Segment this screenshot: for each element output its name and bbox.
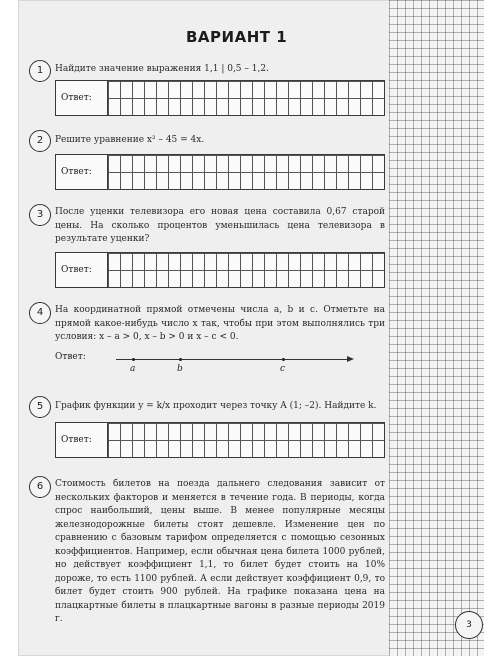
answer-label: Ответ: [59,155,108,189]
answer-box[interactable] [55,422,385,458]
task-text: Найдите значение выражения 1,1 | 0,5 – 1,2. [55,64,269,74]
task-number: 1 [29,60,51,82]
number-line[interactable] [116,359,348,360]
numberline-answer-label: Ответ: [55,352,86,362]
task-text: График функции y = k/x проходит через точку A (1; –2). Найдите k. [55,401,377,411]
grid-margin [389,0,484,656]
answer-label: Ответ: [59,81,108,115]
point-b-marker [179,358,182,361]
answer-cells[interactable] [108,253,384,287]
point-c-marker [282,358,285,361]
answer-cells[interactable] [108,81,384,115]
answer-box[interactable] [55,154,385,190]
answer-cells[interactable] [108,423,384,457]
answer-box[interactable] [55,252,385,288]
answer-label: Ответ: [59,423,108,457]
page-title: ВАРИАНТ 1 [186,28,288,46]
task-text: После уценки телевизора его новая цена составила 0,67 старой цены. На сколько процентов уменьшилась цена телевизора в результате уценки? [55,207,385,244]
point-c-label: c [280,364,286,374]
answer-cells[interactable] [108,155,384,189]
task-number: 3 [29,204,51,226]
answer-label: Ответ: [59,253,108,287]
page-number: 3 [455,611,483,639]
answer-box[interactable] [55,80,385,116]
point-b-label: b [177,364,183,374]
task-text: Решите уравнение x² – 45 = 4x. [55,135,205,145]
task-text: Стоимость билетов на поезда дальнего следования зависит от нескольких факторов и меняется в течение года. В периоды, когда спрос наибольший, цены выше. В менее популярные месяцы железнодорожные билеты стоят дешевле. Изменение цен по сравнению с базовым тарифом определяется с помощью сезонных коэффициентов. Например, если обычная цена билета 1000 рублей, но действует коэффициент 1,1, то билет будет стоить на 10% дороже, то есть 1100 рублей. А если действует коэффициент 0,9, то билет будет стоить 900 рублей. На графике показана цена на плацкартные билеты в плацкартные вагоны в разные периоды 2019 г. [55,479,385,624]
worksheet-page [18,0,484,656]
task-number: 4 [29,302,51,324]
task-number: 2 [29,130,51,152]
task-number: 5 [29,396,51,418]
task-number: 6 [29,476,51,498]
task-text: На координатной прямой отмечены числа a, b и c. Отметьте на прямой какое-нибудь число x так, чтобы при этом выполнялись три условия: x – a > 0, x – b > 0 и x – c < 0. [55,305,385,342]
point-a-label: a [130,364,136,374]
point-a-marker [132,358,135,361]
